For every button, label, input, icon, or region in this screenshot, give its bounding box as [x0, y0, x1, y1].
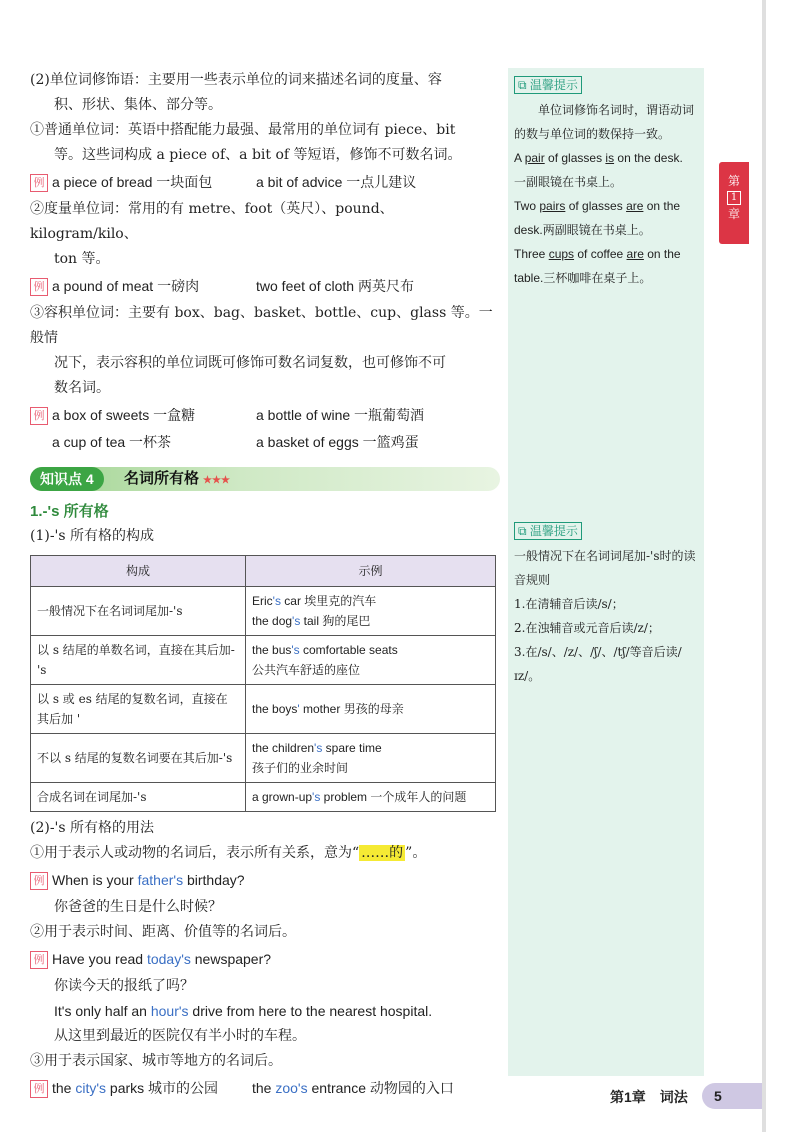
- possessive-suffix: 's: [272, 594, 281, 608]
- table-header: 构成: [31, 556, 246, 587]
- example-text: parks 城市的公园: [106, 1080, 219, 1096]
- paragraph-measure-unit-cont: ton 等。: [54, 251, 110, 267]
- possessive-word: zoo's: [275, 1080, 308, 1096]
- example-row: [30, 274, 500, 299]
- underlined-word: are: [626, 247, 644, 261]
- tip-text: 一般情况下在名词词尾加-'s时的读音规则: [514, 549, 696, 587]
- example-text: problem 一个成年人的问题: [320, 790, 467, 804]
- paragraph-volume-unit: ③容积单位词：主要有 box、bag、basket、bottle、cup、glass 等。一般情: [30, 305, 493, 346]
- example-text: on the desk.: [514, 199, 681, 237]
- table-cell: 一般情况下在名词词尾加-'s: [31, 587, 246, 636]
- table-row: [31, 685, 496, 734]
- example-text: the dog: [252, 614, 293, 628]
- underlined-word: pairs: [539, 199, 566, 213]
- example-text: on the table.: [514, 247, 681, 285]
- example-text: of glasses: [544, 151, 606, 165]
- example-row: [30, 403, 500, 428]
- chapter-tab-text: 章: [727, 207, 740, 221]
- usage-rule: [30, 841, 500, 866]
- table-row: [31, 636, 496, 685]
- possessive-word: father's: [137, 872, 184, 888]
- example-sentence: [30, 999, 500, 1024]
- example-mark-icon: 例: [30, 1080, 48, 1098]
- example-text: [252, 1076, 454, 1101]
- usage-rule: ③用于表示国家、城市等地方的名词后。: [30, 1053, 282, 1069]
- page-number: 5: [702, 1083, 762, 1109]
- possessive-suffix: 's: [292, 614, 301, 628]
- tip-label: [514, 522, 582, 540]
- table-row: [31, 783, 496, 812]
- paragraph-measure-unit: ②度量单位词：常用的有 metre、foot（英尺）、pound、kilogram/kilo、: [30, 201, 394, 242]
- table-row: [31, 734, 496, 783]
- tip-example: [514, 194, 698, 242]
- paragraph-common-unit-cont: 等。这些词构成 a piece of、a bit of 等短语，修饰不可数名词。: [54, 147, 462, 163]
- table-cell: 不以 s 结尾的复数名词要在其后加-'s: [31, 734, 246, 783]
- tip-rule: 1.在清辅音后读/s/；: [514, 597, 624, 611]
- section-heading: 1.-'s 所有格: [30, 503, 109, 520]
- knowledge-point-title: [124, 467, 230, 493]
- underlined-word: cups: [548, 247, 575, 261]
- table-cell: [246, 783, 496, 812]
- example-text: newspaper?: [190, 951, 272, 967]
- tip-translation: 三杯咖啡在桌子上。: [543, 271, 652, 285]
- possessive-suffix: 's: [314, 741, 323, 755]
- table-header-row: [31, 556, 496, 587]
- example-text: spare time: [322, 741, 382, 755]
- subsection-heading: (2)-'s 所有格的用法: [30, 820, 155, 836]
- sidebar-spacer: [508, 290, 704, 514]
- tips-sidebar: [508, 68, 704, 1076]
- example-mark-icon: 例: [30, 872, 48, 890]
- example-text: comfortable seats: [299, 643, 398, 657]
- example-row: [30, 430, 500, 455]
- example-text: on the desk.: [614, 151, 683, 165]
- example-text: of glasses: [565, 199, 627, 213]
- example-row: [30, 868, 500, 893]
- knowledge-point-badge: 知识点 4: [30, 467, 104, 491]
- tip-example: [514, 146, 698, 170]
- example-text: the boys: [252, 702, 298, 716]
- example-text: [52, 1076, 252, 1101]
- tip-label: [514, 76, 582, 94]
- example-text: a bottle of wine 一瓶葡萄酒: [256, 407, 425, 423]
- possessive-table: [30, 555, 496, 812]
- tip-example: [514, 242, 698, 290]
- table-row: [31, 587, 496, 636]
- example-translation: 从这里到最近的医院仅有半小时的车程。: [54, 1028, 306, 1044]
- page-footer: 第1章 词法: [610, 1089, 688, 1105]
- star-rating-icon: ★★★: [203, 475, 230, 486]
- possessive-suffix: 's: [291, 643, 300, 657]
- knowledge-point-title-text: 名词所有格: [124, 470, 200, 487]
- paragraph-volume-unit-cont: 数名词。: [54, 380, 110, 396]
- paragraph-volume-unit-cont: 况下，表示容积的单位词既可修饰可数名词复数，也可修饰不可: [54, 355, 446, 371]
- subsection-heading: (1)-'s 所有格的构成: [30, 528, 155, 544]
- example-mark-icon: 例: [30, 407, 48, 425]
- example-text: When is your: [52, 872, 138, 888]
- tip-label-text: 温馨提示: [529, 524, 578, 538]
- example-row: [30, 947, 500, 972]
- usage-rule: ②用于表示时间、距离、价值等的名词后。: [30, 924, 296, 940]
- tip-rule: 2.在浊辅音或元音后读/z/；: [514, 621, 660, 635]
- example-text: of coffee: [574, 247, 627, 261]
- main-column: [30, 68, 500, 1103]
- example-text: a box of sweets 一盒糖: [52, 407, 196, 423]
- example-text: a piece of bread 一块面包: [52, 174, 213, 190]
- example-text: Two: [514, 199, 540, 213]
- table-cell: [246, 734, 496, 783]
- chapter-tab-number: 1: [727, 191, 741, 205]
- example-text: a pound of meat 一磅肉: [52, 278, 200, 294]
- example-text: 孩子们的业余时间: [252, 761, 349, 775]
- example-translation: 你爸爸的生日是什么时候？: [54, 899, 222, 915]
- usage-rule-text: ①用于表示人或动物的名词后，表示所有关系，意为“: [30, 845, 360, 861]
- paragraph-common-unit: ①普通单位词：英语中搭配能力最强、最常用的单位词有 piece、bit: [30, 122, 456, 138]
- highlighted-text: ……的: [361, 845, 404, 861]
- example-text: entrance 动物园的入口: [307, 1080, 454, 1096]
- possessive-word: today's: [146, 951, 191, 967]
- tip-icon: ⧉: [518, 78, 530, 92]
- example-text: birthday?: [183, 872, 245, 888]
- underlined-word: are: [626, 199, 644, 213]
- table-cell: [246, 685, 496, 734]
- example-mark-icon: 例: [30, 951, 48, 969]
- example-text: a grown-up: [252, 790, 313, 804]
- example-mark-icon: 例: [30, 278, 48, 296]
- example-translation: 你读今天的报纸了吗？: [54, 978, 194, 994]
- possessive-word: hour's: [150, 1003, 189, 1019]
- table-header: 示例: [246, 556, 496, 587]
- tip-rule: 3.在/s/、/z/、/ʃ/、/tʃ/等音后读/ɪz/。: [514, 645, 682, 683]
- example-text: the: [52, 1080, 76, 1096]
- table-cell: [246, 636, 496, 685]
- example-row: [30, 170, 500, 195]
- example-text: the: [252, 1080, 276, 1096]
- example-text: a bit of advice 一点儿建议: [256, 174, 417, 190]
- usage-rule-text: ”。: [405, 845, 427, 861]
- knowledge-point-header: [30, 467, 500, 491]
- example-text: the bus: [252, 643, 292, 657]
- example-sentence: [52, 868, 245, 893]
- example-text: tail 狗的尾巴: [300, 614, 371, 628]
- example-text: the children: [252, 741, 315, 755]
- example-text: Three: [514, 247, 549, 261]
- tip-translation: 两副眼镜在书桌上。: [542, 223, 651, 237]
- chapter-tab: [719, 162, 749, 244]
- possessive-word: city's: [75, 1080, 107, 1096]
- paragraph-unit-modifier: (2)单位词修饰语：主要用一些表示单位的词来描述名词的度量、容: [30, 72, 442, 88]
- example-text: car 埃里克的汽车: [280, 594, 377, 608]
- example-text: two feet of cloth 两英尺布: [256, 278, 414, 294]
- table-cell: 以 s 结尾的单数名词，直接在其后加-'s: [31, 636, 246, 685]
- example-text: A: [514, 151, 525, 165]
- possessive-suffix: ': [297, 702, 300, 716]
- example-mark-icon: 例: [30, 174, 48, 192]
- example-text: a basket of eggs 一篮鸡蛋: [256, 434, 419, 450]
- paragraph-unit-modifier-cont: 积、形状、集体、部分等。: [54, 97, 222, 113]
- example-text: It's only half an: [54, 1003, 151, 1019]
- underlined-word: is: [605, 151, 615, 165]
- tip-icon: ⧉: [518, 524, 530, 538]
- example-text: Have you read: [52, 951, 147, 967]
- example-row: [30, 1076, 500, 1101]
- page-edge: [762, 0, 766, 1132]
- example-text: 公共汽车舒适的座位: [252, 663, 361, 677]
- tip-translation: 一副眼镜在书桌上。: [514, 175, 623, 189]
- example-text: a cup of tea 一杯茶: [52, 434, 172, 450]
- underlined-word: pair: [524, 151, 545, 165]
- example-text: Eric: [252, 594, 273, 608]
- table-cell: 合成名词在词尾加-'s: [31, 783, 246, 812]
- possessive-suffix: 's: [312, 790, 321, 804]
- example-sentence: [52, 947, 271, 972]
- example-text: drive from here to the nearest hospital.: [188, 1003, 433, 1019]
- table-cell: [246, 587, 496, 636]
- example-text: mother 男孩的母亲: [299, 702, 404, 716]
- table-cell: 以 s 或 es 结尾的复数名词，直接在其后加 ': [31, 685, 246, 734]
- tip-label-text: 温馨提示: [529, 78, 578, 92]
- chapter-tab-text: 第: [727, 174, 740, 188]
- tip-text: 单位词修饰名词时，谓语动词的数与单位词的数保持一致。: [514, 103, 695, 141]
